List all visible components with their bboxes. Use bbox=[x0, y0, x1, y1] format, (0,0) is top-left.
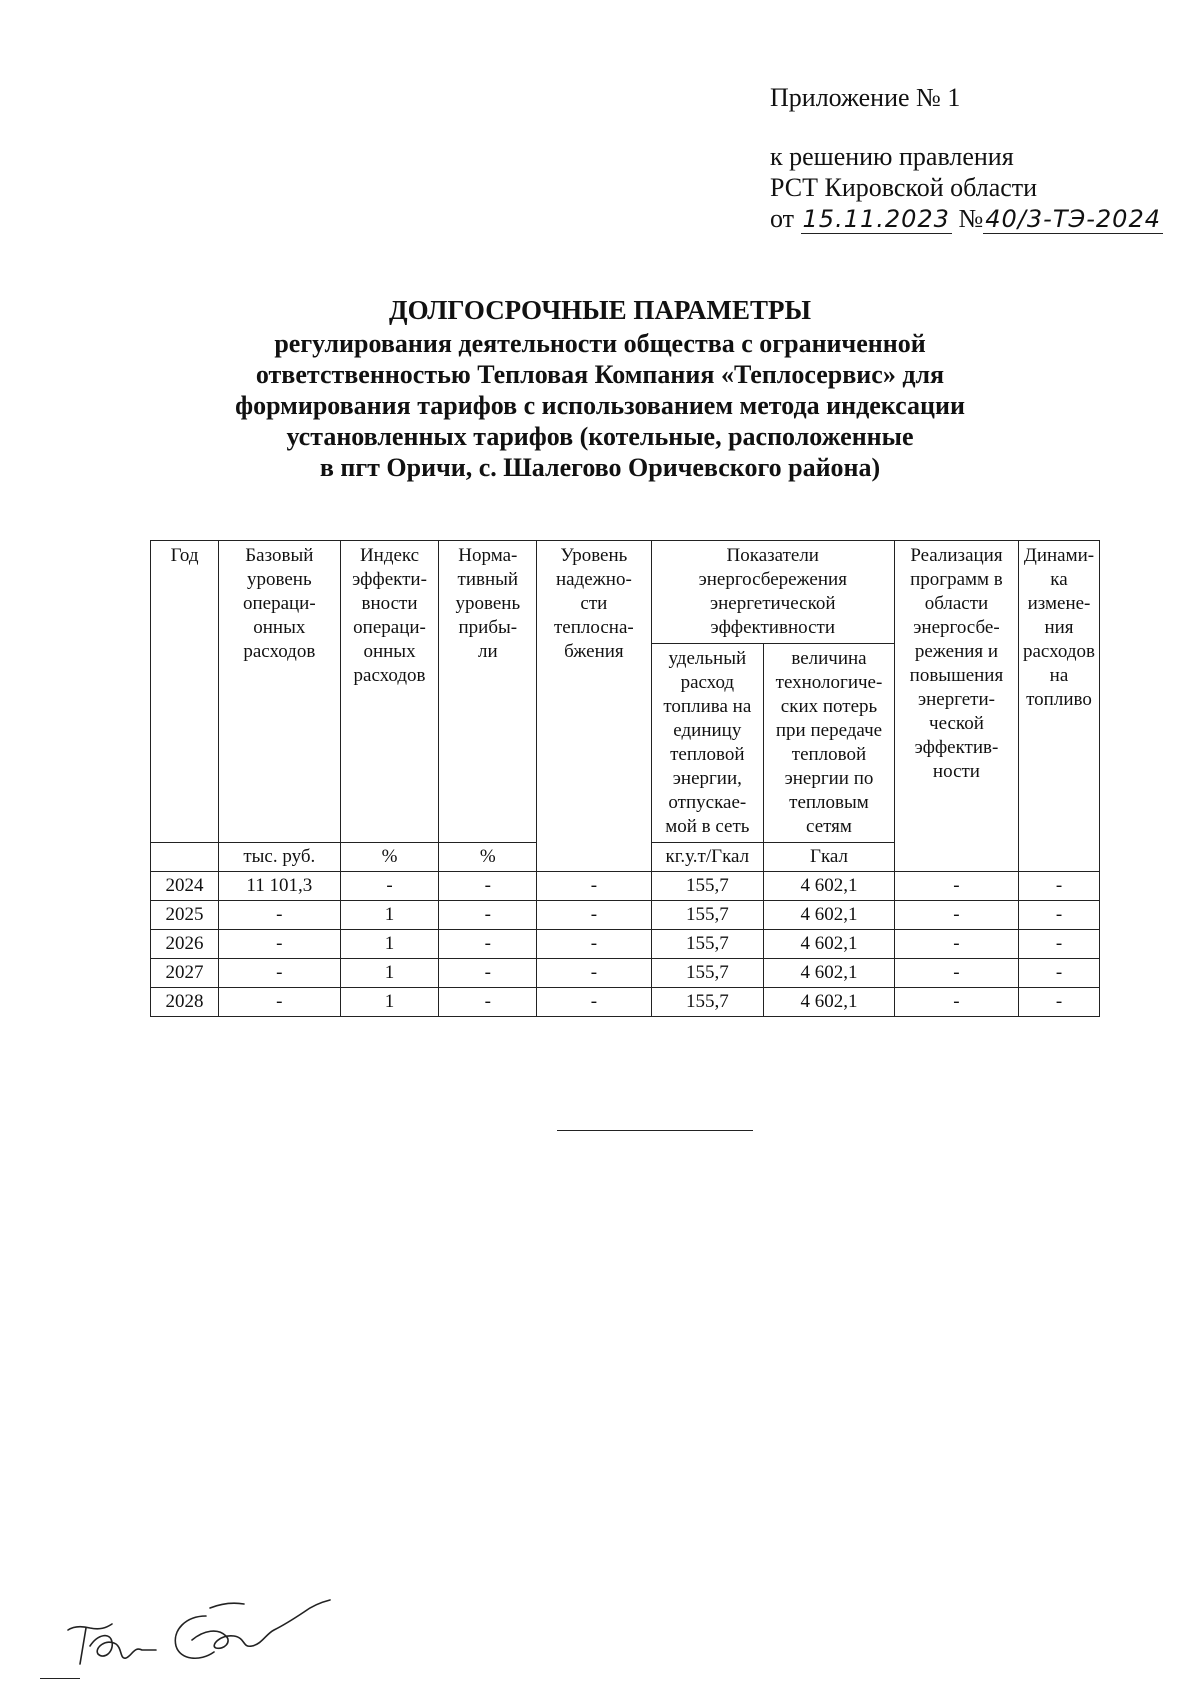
cell-fuel-dynamics: - bbox=[1018, 959, 1099, 988]
end-divider-line bbox=[557, 1130, 753, 1131]
cell-fuel-consumption: 155,7 bbox=[651, 988, 763, 1017]
cell-heat-losses: 4 602,1 bbox=[764, 988, 895, 1017]
header-programs: Реализация программ в области энергосбе- режения и повышения энергети- ческой эффектив- ности bbox=[894, 541, 1018, 872]
cell-fuel-consumption: 155,7 bbox=[651, 872, 763, 901]
header-year: Год bbox=[151, 541, 219, 843]
cell-reliability: - bbox=[537, 872, 651, 901]
cell-profit-level: - bbox=[439, 988, 537, 1017]
parameters-table bbox=[150, 540, 1100, 1017]
header-heat-losses: величина технологиче- ских потерь при передаче тепловой энергии по тепловым сетям bbox=[764, 644, 895, 843]
cell-fuel-consumption: 155,7 bbox=[651, 930, 763, 959]
header-fuel-consumption: удельный расход топлива на единицу тепловой энергии, отпускае- мой в сеть bbox=[651, 644, 763, 843]
table-row bbox=[151, 901, 1100, 930]
unit-heat-losses: Гкал bbox=[764, 843, 895, 872]
header-reliability: Уровень надежно- сти теплосна- бжения bbox=[537, 541, 651, 872]
appendix-block bbox=[770, 82, 1163, 235]
table-row bbox=[151, 959, 1100, 988]
cell-heat-losses: 4 602,1 bbox=[764, 959, 895, 988]
title-line-2: ответственностью Тепловая Компания «Теплосервис» для bbox=[255, 360, 945, 389]
header-efficiency-index: Индекс эффекти- вности операци- онных расходов bbox=[340, 541, 439, 843]
cell-year: 2028 bbox=[151, 988, 219, 1017]
number-label: № bbox=[958, 204, 984, 233]
cell-programs: - bbox=[894, 872, 1018, 901]
cell-base-cost: 11 101,3 bbox=[219, 872, 341, 901]
cell-reliability: - bbox=[537, 930, 651, 959]
document-title bbox=[0, 295, 1200, 483]
cell-profit-level: - bbox=[439, 872, 537, 901]
cell-fuel-consumption: 155,7 bbox=[651, 901, 763, 930]
unit-base-cost: тыс. руб. bbox=[219, 843, 341, 872]
cell-heat-losses: 4 602,1 bbox=[764, 930, 895, 959]
cell-base-cost: - bbox=[219, 988, 341, 1017]
cell-reliability: - bbox=[537, 988, 651, 1017]
cell-programs: - bbox=[894, 959, 1018, 988]
cell-programs: - bbox=[894, 988, 1018, 1017]
cell-base-cost: - bbox=[219, 930, 341, 959]
cell-year: 2026 bbox=[151, 930, 219, 959]
cell-programs: - bbox=[894, 901, 1018, 930]
cell-reliability: - bbox=[537, 959, 651, 988]
cell-heat-losses: 4 602,1 bbox=[764, 901, 895, 930]
title-line-5: в пгт Оричи, с. Шалегово Оричевского района) bbox=[319, 453, 881, 482]
date-number-line bbox=[770, 203, 1163, 235]
cell-base-cost: - bbox=[219, 901, 341, 930]
cell-year: 2025 bbox=[151, 901, 219, 930]
header-fuel-dynamics: Динами- ка измене- ния расходов на топливо bbox=[1018, 541, 1099, 872]
decision-date: 15.11.2023 bbox=[802, 205, 950, 233]
cell-base-cost: - bbox=[219, 959, 341, 988]
cell-fuel-dynamics: - bbox=[1018, 872, 1099, 901]
unit-profit-level: % bbox=[439, 843, 537, 872]
table-row bbox=[151, 988, 1100, 1017]
title-line-4: установленных тарифов (котельные, расположенные bbox=[286, 422, 914, 451]
table-row bbox=[151, 930, 1100, 959]
cell-profit-level: - bbox=[439, 959, 537, 988]
cell-profit-level: - bbox=[439, 901, 537, 930]
cell-fuel-dynamics: - bbox=[1018, 930, 1099, 959]
authority-line: РСТ Кировской области bbox=[770, 173, 1038, 202]
title-main: ДОЛГОСРОЧНЫЕ ПАРАМЕТРЫ bbox=[389, 295, 811, 325]
cell-efficiency-index: 1 bbox=[340, 901, 439, 930]
appendix-title: Приложение № 1 bbox=[770, 83, 961, 112]
signature-image bbox=[60, 1590, 380, 1680]
header-base-cost: Базовый уровень операци- онных расходов bbox=[219, 541, 341, 843]
cell-efficiency-index: 1 bbox=[340, 959, 439, 988]
cell-fuel-dynamics: - bbox=[1018, 901, 1099, 930]
title-line-1: регулирования деятельности общества с ограниченной bbox=[274, 329, 926, 358]
cell-fuel-consumption: 155,7 bbox=[651, 959, 763, 988]
cell-reliability: - bbox=[537, 901, 651, 930]
from-label: от bbox=[770, 204, 795, 233]
cell-efficiency-index: 1 bbox=[340, 930, 439, 959]
unit-efficiency-index: % bbox=[340, 843, 439, 872]
unit-year-empty bbox=[151, 843, 219, 872]
cell-profit-level: - bbox=[439, 930, 537, 959]
decision-number: 40/3-ТЭ-2024 bbox=[985, 205, 1161, 233]
cell-programs: - bbox=[894, 930, 1018, 959]
cell-year: 2027 bbox=[151, 959, 219, 988]
cell-year: 2024 bbox=[151, 872, 219, 901]
unit-fuel-consumption: кг.у.т/Гкал bbox=[651, 843, 763, 872]
header-energy-indicators: Показатели энергосбережения энергетической эффективности bbox=[651, 541, 894, 644]
decision-line: к решению правления bbox=[770, 142, 1014, 171]
cell-fuel-dynamics: - bbox=[1018, 988, 1099, 1017]
cell-efficiency-index: - bbox=[340, 872, 439, 901]
table-row bbox=[151, 872, 1100, 901]
cell-efficiency-index: 1 bbox=[340, 988, 439, 1017]
header-profit-level: Норма- тивный уровень прибы- ли bbox=[439, 541, 537, 843]
title-line-3: формирования тарифов с использованием метода индексации bbox=[235, 391, 965, 420]
cell-heat-losses: 4 602,1 bbox=[764, 872, 895, 901]
bottom-margin-mark bbox=[40, 1678, 80, 1679]
